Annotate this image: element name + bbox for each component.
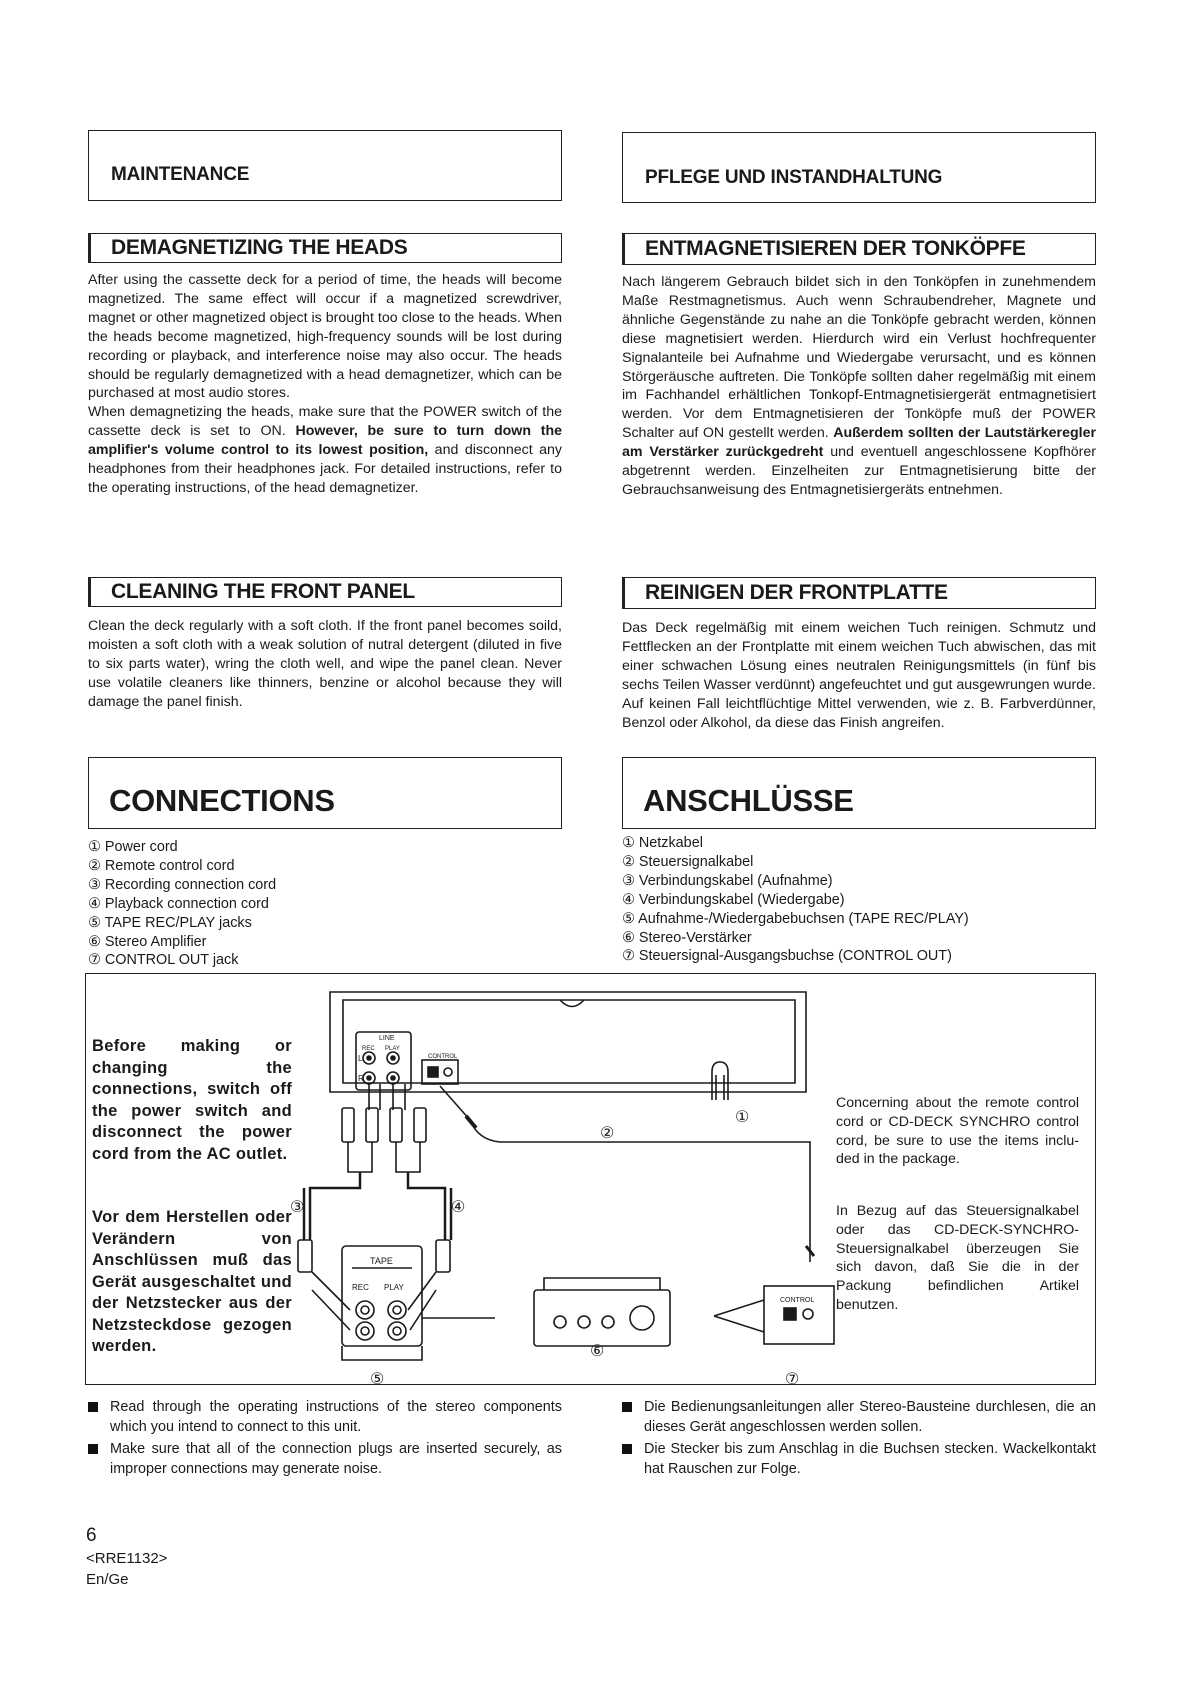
bullet-square-icon (88, 1444, 98, 1454)
bullet-item (88, 1439, 562, 1479)
demag-warning-bold: However, be sure to turn down the amplifier's volume control to its lowest position, (88, 423, 563, 459)
bullet-square-icon (622, 1444, 632, 1454)
entmag-warning-bold: Außerdem sollten der Lautstärkeregler am Verstärker zurückgedreht (622, 425, 1096, 461)
list-item: ⑤ Aufnahme-/Wiedergabebuchsen (TAPE REC/PLAY) (622, 910, 969, 927)
entmag-paragraph: Nach längerem Gebrauch bildet sich in den Tonköpfen in zunehmendem Maße Restmagnetismus. Auch wenn Schraubendreher, Magnete und ähnliche Gegenstände zu nahe an die Tonköpfe gebracht werden, können diese magnetisiert werden. Hierdurch wird ein Verlust hochfrequenter Signalanteile bei Aufnahme und Wiedergabe verursacht, und es können Störgeräusche auftreten. Die Tonköpfe sollten daher regelmäßig mit einem im Fachhandel erhältlichen Tonkopf-Entmagnetisiergerät entmagnetisiert werden. Vor dem Entmagnetisieren der Tonköpfe muß der POWER Schalter auf ON gestellt werden. (622, 274, 1096, 442)
remote-note-en: Concerning about the remote control cord or CD-DECK SYNCHRO control cord, be sure to use the items inclu-ded in the package. (836, 1095, 1079, 1168)
callout-5: ⑤ (370, 1371, 385, 1388)
maintenance-title: MAINTENANCE (111, 164, 250, 185)
bullet-text: Die Bedienungsanleitungen aller Stereo-Bausteine durchlesen, die an dieses Gerät angeschlossen werden sollen. (644, 1399, 1096, 1435)
tape-label: TAPE (370, 1256, 393, 1266)
play-label-deck: PLAY (385, 1046, 400, 1052)
anschluesse-title: ANSCHLÜSSE (643, 783, 854, 818)
cleaning-title: CLEANING THE FRONT PANEL (111, 580, 415, 603)
r-label: R (358, 1074, 364, 1083)
control-out-panel (764, 1286, 834, 1344)
stereo-amplifier (534, 1290, 670, 1346)
callout-1: ① (735, 1109, 750, 1126)
warning-text-en: Before making or changing the connections, switch off the power switch and disconnect the power cord from the AC outlet. (92, 1037, 292, 1163)
bullet-square-icon (622, 1402, 632, 1412)
bullet-text: Make sure that all of the connection plugs are inserted securely, as improper connections may generate noise. (110, 1441, 562, 1477)
language-code: En/Ge (86, 1571, 129, 1588)
rec-label-amp: REC (352, 1283, 369, 1292)
list-item: ① Netzkabel (622, 835, 703, 851)
bullets-de (622, 1397, 1096, 1479)
rec-label-deck: REC (362, 1046, 375, 1052)
demag-paragraph-2a: When demagnetizing the heads, make sure that the POWER switch of the cassette deck is set to ON. (88, 404, 562, 440)
cleaning-text: Clean the deck regularly with a soft cloth. If the front panel becomes soild, moisten a soft cloth with a weak solution of nutral detergent (diluted in five to six parts water), wring the cloth well, and wipe the panel clean. Never use volatile cleaners like thinners, benzine or alcohol because they will damage the panel finish. (88, 618, 562, 710)
list-item: ⑥ Stereo-Verstärker (622, 929, 752, 946)
entmag-paragraph-end: und eventuell angeschlossene Kopfhörer abgetrennt werden. Einzelheiten zur Entmagnetisierung bitte der Gebrauchsanweisung des Entmagnetisiergeräts entnehmen. (622, 444, 1097, 498)
reinigen-text: Das Deck regelmäßig mit einem weichen Tuch reinigen. Schmutz und Fettflecken an der Frontplatte mit einem weichen Tuch abwischen, das mit einer schwachen Lösung eines neutralen Reinigungsmittels (in fünf bis sechs Teilen Wasser verdünnt) angefeuchtet und gut ausgewrungen wurde. Auf keinen Fall leichtflüchtige Mittel verwenden, wie z. B. Farbverdünner, Benzol oder Alkohol, da diese das Finish angreifen. (622, 620, 1096, 731)
line-label: LINE (379, 1035, 395, 1042)
callout-2: ② (600, 1125, 615, 1142)
play-label-amp: PLAY (384, 1283, 404, 1292)
tape-rec-jack-l (356, 1301, 374, 1319)
list-item: ① Power cord (88, 839, 178, 855)
tape-play-jack-r (388, 1322, 406, 1340)
warning-text-de: Vor dem Herstellen oder Verändern von Anschlüssen muß das Gerät ausgeschaltet und der Netzstecker aus der Netzsteckdose gezogen werden. (92, 1208, 292, 1355)
list-item: ③ Verbindungskabel (Aufnahme) (622, 872, 833, 889)
control-label-deck: CONTROL (428, 1054, 458, 1060)
callout-3: ③ (290, 1199, 305, 1216)
list-item: ③ Recording connection cord (88, 876, 277, 893)
list-item: ④ Verbindungskabel (Wiedergabe) (622, 891, 845, 908)
bullet-item (622, 1439, 1096, 1479)
remote-cord (440, 1086, 810, 1262)
list-item: ④ Playback connection cord (88, 895, 269, 912)
tape-play-jack-l (388, 1301, 406, 1319)
demag-title: DEMAGNETIZING THE HEADS (111, 236, 408, 259)
pflege-title: PFLEGE UND INSTANDHALTUNG (645, 167, 943, 188)
bullet-item (88, 1397, 562, 1437)
playback-cord (408, 1172, 451, 1240)
entmag-title: ENTMAGNETISIEREN DER TONKÖPFE (645, 237, 1026, 260)
bullets-en (88, 1397, 562, 1479)
bullet-text: Read through the operating instructions of the stereo components which you intend to connect to this unit. (110, 1399, 562, 1435)
remote-note-de: In Bezug auf das Steuersignalkabel oder das CD-DECK-SYNCHRO-Steuersignalkabel überzeugen Sie sich davon, daß Sie die in der Packung befindlichen Artikel benutzen. (836, 1203, 1079, 1313)
list-item: ⑦ CONTROL OUT jack (88, 952, 239, 969)
power-cord (712, 1062, 728, 1100)
list-item: ⑤ TAPE REC/PLAY jacks (88, 914, 252, 931)
callout-4: ④ (451, 1199, 466, 1216)
demag-paragraph-2b: and disconnect any headphones from their headphones jack. For detailed instructions, refer to the operating instructions, of the head demagnetizer. (88, 442, 563, 496)
deck-rear-panel (330, 992, 806, 1092)
page-footer (86, 1524, 167, 1590)
list-item: ⑦ Steuersignal-Ausgangsbuchse (CONTROL OUT) (622, 948, 952, 965)
bullet-item (622, 1397, 1096, 1437)
recording-cord (304, 1172, 360, 1240)
reinigen-title: REINIGEN DER FRONTPLATTE (645, 581, 948, 604)
list-item: ② Remote control cord (88, 857, 235, 874)
bullet-text: Die Stecker bis zum Anschlag in die Buchsen stecken. Wackelkontakt hat Rauschen zur Folge. (644, 1441, 1096, 1477)
callout-7: ⑦ (785, 1371, 800, 1388)
tape-rec-jack-r (356, 1322, 374, 1340)
callout-6: ⑥ (590, 1343, 605, 1360)
control-label-out: CONTROL (780, 1297, 815, 1304)
demag-paragraph-1: After using the cassette deck for a period of time, the heads will become magnetized. The same effect will occur if a magnetized screwdriver, magnet or other magnetized object is brought too close to the heads. When the heads become magnetized, high-frequency sounds will be lost during recording or playback, and interference noise may also occur. The heads should be regularly demagnetized with a head demagnetizer, which can be purchased at most audio stores. (88, 272, 562, 402)
l-label: L (358, 1054, 363, 1063)
list-item: ② Steuersignalkabel (622, 853, 754, 870)
page-number: 6 (86, 1525, 97, 1546)
connections-title: CONNECTIONS (109, 783, 335, 818)
model-code: <RRE1132> (86, 1550, 168, 1567)
bullet-square-icon (88, 1402, 98, 1412)
list-item: ⑥ Stereo Amplifier (88, 933, 207, 950)
